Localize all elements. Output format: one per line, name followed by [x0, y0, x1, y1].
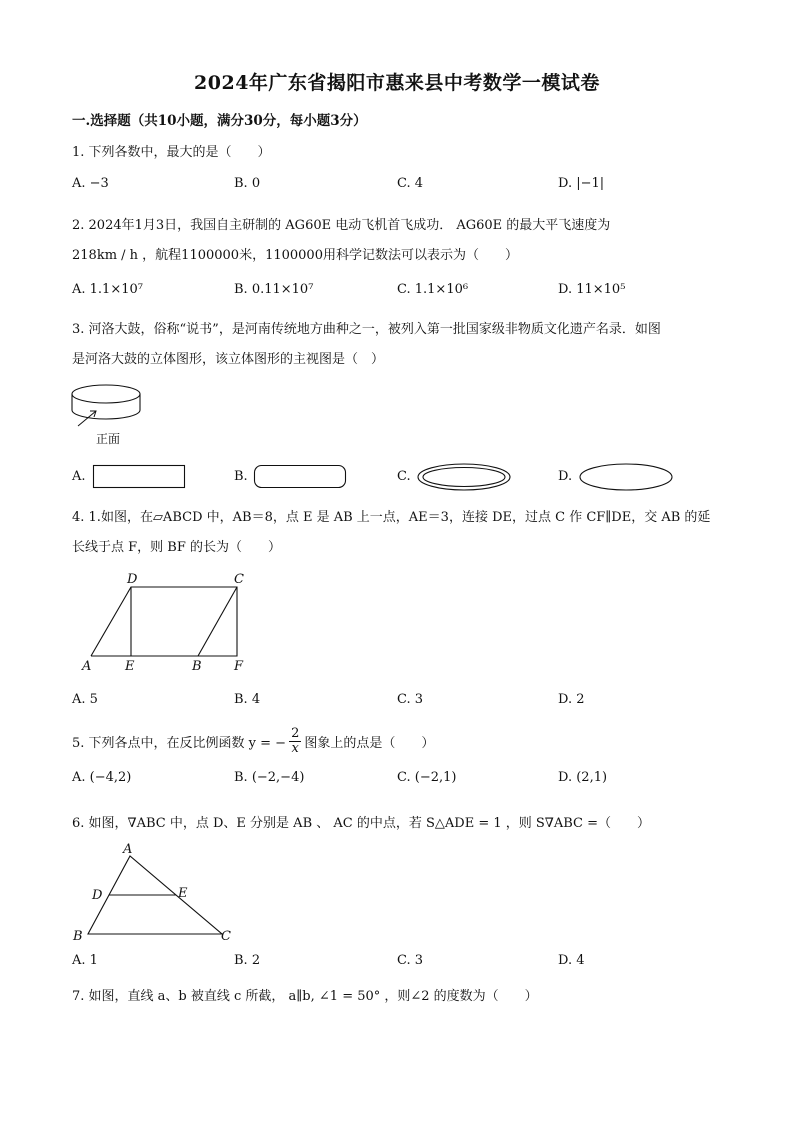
q4-option-c[interactable]: C. 3: [397, 692, 424, 707]
q5-option-c[interactable]: C. (−2,1): [397, 770, 457, 785]
q6-option-c[interactable]: C. 3: [397, 953, 424, 968]
q5-option-b[interactable]: B. (−2,−4): [234, 770, 305, 785]
question-4-options: [72, 692, 732, 712]
q2-option-c[interactable]: C. 1.1×10⁶: [397, 282, 469, 297]
point-e-label: E: [125, 659, 135, 674]
question-4-line-2: 长线于点 F，则 BF 的长为（ ）: [72, 540, 281, 555]
question-6: 6. 如图，∇ABC 中，点 D、E 分别是 AB 、 AC 的中点，若 S△ADE = 1 ，则 S∇ABC =（ ）: [72, 816, 651, 831]
q5-fraction: [289, 727, 301, 756]
q6-option-d[interactable]: D. 4: [558, 953, 585, 968]
point-b-label: B: [73, 929, 83, 944]
question-3-line-2: 是河洛大鼓的立体图形，该立体图形的主视图是（ ）: [72, 352, 385, 367]
q5-option-d[interactable]: D. (2,1): [558, 770, 608, 785]
point-f-label: F: [234, 659, 244, 674]
q5-text-before: 5. 下列各点中，在反比例函数 y = −: [72, 736, 287, 751]
q5-option-a[interactable]: A. (−4,2): [72, 770, 132, 785]
q1-option-d[interactable]: D. |−1|: [558, 176, 605, 191]
q3-option-b[interactable]: B.: [234, 469, 248, 484]
point-d-label: D: [127, 572, 138, 587]
q4-option-a[interactable]: A. 5: [72, 692, 98, 707]
q6-option-a[interactable]: A. 1: [72, 953, 98, 968]
q6-option-b[interactable]: B. 2: [234, 953, 261, 968]
q3-option-a[interactable]: A.: [72, 469, 86, 484]
point-a-label: A: [123, 842, 133, 857]
question-4-line-1: 4. 1.如图，在▱ABCD 中，AB＝8，点 E 是 AB 上一点，AE＝3，连接 DE，过点 C 作 CF∥DE，交 AB 的延: [72, 510, 711, 525]
q1-option-a[interactable]: A. −3: [72, 176, 109, 191]
q2-option-d[interactable]: D. 11×10⁵: [558, 282, 626, 297]
section-heading: 一.选择题（共10小题，满分30分，每小题3分）: [72, 113, 367, 129]
point-a-label: A: [82, 659, 92, 674]
question-1-options: [72, 176, 732, 196]
point-c-label: C: [234, 572, 244, 587]
q1-option-c[interactable]: C. 4: [397, 176, 424, 191]
drum-3d-figure: [66, 380, 156, 450]
question-6-options: [72, 953, 732, 973]
question-7: 7. 如图，直线 a、b 被直线 c 所截， a∥b, ∠1 = 50° ，则∠2 的度数为（ ）: [72, 989, 538, 1004]
q3-option-c[interactable]: C.: [397, 469, 411, 484]
q2-option-a[interactable]: A. 1.1×10⁷: [72, 282, 143, 297]
q3-option-c-double-ellipse: [417, 463, 511, 491]
point-c-label: C: [221, 929, 231, 944]
point-d-label: D: [92, 888, 103, 903]
question-2-options: [72, 282, 732, 302]
triangle-figure: [70, 842, 240, 946]
q3-option-d[interactable]: D.: [558, 469, 573, 484]
point-b-label: B: [192, 659, 202, 674]
question-3-line-1: 3. 河洛大鼓，俗称“说书”，是河南传统地方曲种之一，被列入第一批国家级非物质文化遗产名录．如图: [72, 322, 661, 337]
q2-option-b[interactable]: B. 0.11×10⁷: [234, 282, 314, 297]
q1-option-b[interactable]: B. 0: [234, 176, 261, 191]
question-5-options: [72, 770, 732, 790]
front-view-label: 正面: [96, 432, 121, 446]
q3-option-d-ellipse: [579, 463, 673, 491]
question-2-line-2: 218km / h ，航程1100000米，1100000用科学记数法可以表示为（ ）: [72, 248, 518, 263]
exam-title: 2024年广东省揭阳市惠来县中考数学一模试卷: [194, 72, 600, 94]
point-e-label: E: [178, 886, 188, 901]
q5-fraction-numerator: 2: [291, 726, 300, 741]
q3-option-b-rounded-rectangle: [254, 465, 346, 489]
q4-option-b[interactable]: B. 4: [234, 692, 261, 707]
q5-text-after: 图象上的点是（ ）: [304, 736, 435, 751]
question-2-line-1: 2. 2024年1月3日，我国自主研制的 AG60E 电动飞机首飞成功． AG60E 的最大平飞速度为: [72, 218, 611, 233]
q3-option-a-rectangle: [93, 465, 185, 489]
q5-fraction-denominator: x: [291, 741, 299, 756]
question-1: 1. 下列各数中，最大的是（ ）: [72, 145, 271, 160]
question-5: [72, 726, 435, 758]
parallelogram-figure: [80, 570, 250, 674]
q4-option-d[interactable]: D. 2: [558, 692, 585, 707]
